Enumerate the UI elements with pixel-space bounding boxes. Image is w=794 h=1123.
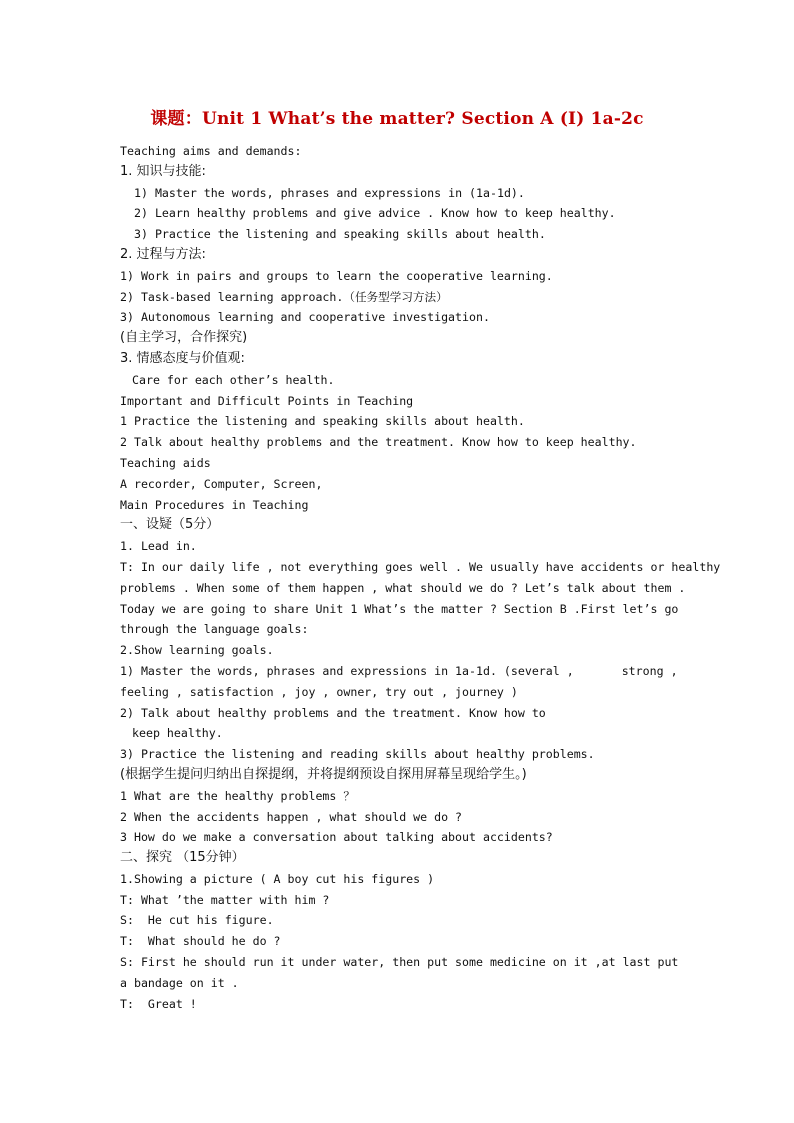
list-item: 3) Autonomous learning and cooperative investigation. [120, 310, 490, 325]
dialogue-line: T: What should he do ? [120, 934, 281, 949]
list-item: 1 What are the healthy problems ？ [120, 788, 355, 803]
paragraph-text: T: In our daily life , not everything goes well . We usually have accidents or healthy [120, 559, 721, 574]
paragraph-text: (根据学生提问归纳出自探提纲，并将提纲预设自探用屏幕呈现给学生。) [120, 766, 527, 782]
list-item: 2 Talk about healthy problems and the treatment. Know how to keep healthy. [120, 435, 637, 450]
list-item-text: strong , [621, 663, 678, 678]
section-heading: Teaching aids [120, 455, 211, 470]
section-heading: 一、设疑（5分） [120, 517, 220, 533]
section-heading: Teaching aims and demands: [120, 144, 302, 158]
list-item: 3) Practice the listening and reading skills about healthy problems. [120, 747, 595, 762]
subsection-heading: 2. 过程与方法: [120, 246, 206, 262]
subsection-heading: 1. 知识与技能: [120, 163, 206, 179]
list-item: 3 How do we make a conversation about talking about accidents? [120, 830, 553, 845]
list-item: 1) Master the words, phrases and expressions in (1a-1d). [134, 185, 525, 200]
dialogue-line: S: First he should run it under water, then put some medicine on it ,at last put [120, 955, 679, 970]
list-item: 2 When the accidents happen , what should we do ? [120, 809, 463, 824]
paragraph-text: feeling , satisfaction , joy , owner, try out , journey ) [120, 684, 518, 699]
list-item: 3) Practice the listening and speaking skills about health. [134, 227, 546, 242]
subsection-heading: 3. 情感态度与价值观: [120, 350, 245, 366]
section-heading: Main Procedures in Teaching [120, 497, 309, 512]
list-item: 1) Work in pairs and groups to learn the cooperative learning. [120, 268, 553, 283]
lesson-title: 课题：Unit 1 What’s the matter? Section A (Ⅰ) 1a-2c [150, 109, 644, 129]
list-item: 1. Lead in. [120, 539, 197, 554]
dialogue-line: S: He cut his figure. [120, 913, 274, 928]
list-item-text: 1) Master the words, phrases and expressions in 1a-1d. (several , [120, 663, 574, 678]
list-item: 1.Showing a picture ( A boy cut his figures ) [120, 871, 435, 886]
paragraph-text: Today we are going to share Unit 1 What’s the matter ? Section B .First let’s go [120, 601, 679, 616]
paragraph-text: keep healthy. [132, 726, 223, 741]
list-item: 2) Learn healthy problems and give advice . Know how to keep healthy. [134, 206, 616, 221]
list-item: 2) Task-based learning approach.（任务型学习方法） [120, 289, 448, 304]
paragraph-text: through the language goals: [120, 622, 309, 637]
list-item: 2) Talk about healthy problems and the treatment. Know how to [120, 705, 546, 720]
dialogue-line: T: What ’the matter with him ? [120, 892, 330, 907]
section-heading: 二、探究 （15分钟） [120, 850, 245, 866]
paragraph-text: A recorder, Computer, Screen, [120, 476, 323, 491]
list-item: 1 Practice the listening and speaking skills about health. [120, 414, 525, 429]
dialogue-line: T: Great ! [120, 996, 197, 1011]
document-body [120, 141, 721, 1014]
dialogue-line: a bandage on it . [120, 975, 239, 990]
paragraph-text: (自主学习，合作探究) [120, 330, 248, 346]
list-item [120, 661, 680, 682]
paragraph-text: problems . When some of them happen , what should we do ? Let’s talk about them . [120, 580, 686, 595]
list-item: 2.Show learning goals. [120, 643, 274, 658]
paragraph-text: Care for each other’s health. [132, 372, 335, 387]
section-heading: Important and Difficult Points in Teaching [120, 393, 414, 408]
